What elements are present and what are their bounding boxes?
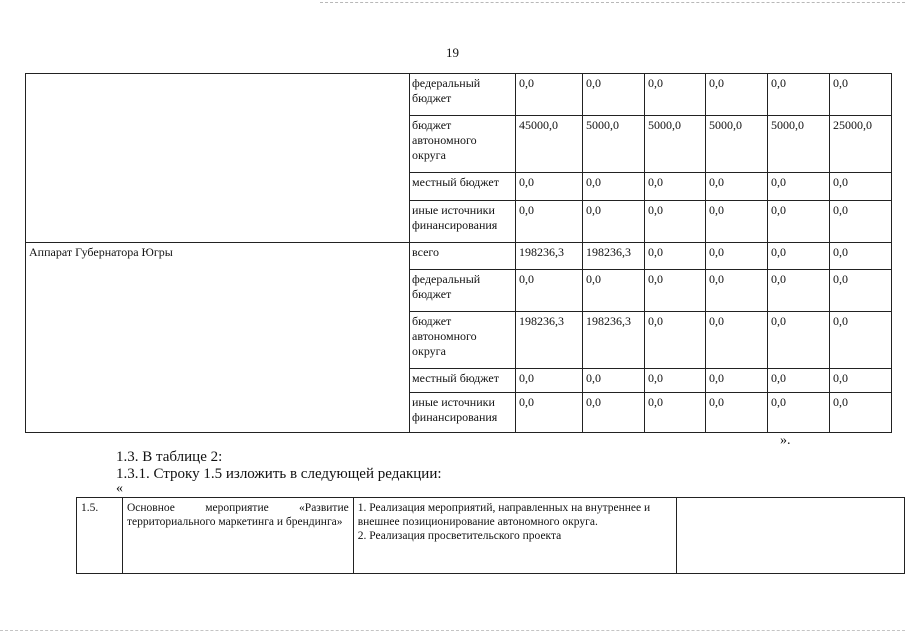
value-cell: 0,0 <box>645 369 706 393</box>
value-cell: 0,0 <box>706 243 768 270</box>
value-cell: 0,0 <box>706 393 768 433</box>
value-cell: 0,0 <box>830 270 892 312</box>
funding-source: всего <box>410 243 516 270</box>
funding-source: федеральный бюджет <box>410 270 516 312</box>
value-cell: 0,0 <box>768 393 830 433</box>
value-cell: 0,0 <box>516 173 583 201</box>
value-cell: 25000,0 <box>830 116 892 173</box>
value-cell: 5000,0 <box>768 116 830 173</box>
value-cell: 5000,0 <box>706 116 768 173</box>
value-cell: 0,0 <box>645 312 706 369</box>
table-row <box>26 74 892 116</box>
funding-source: иные источники финансирования <box>410 393 516 433</box>
value-cell: 0,0 <box>645 243 706 270</box>
list-item: 1. Реализация мероприятий, направленных на внутреннее и внешнее позиционирование автономного округа. <box>357 502 651 528</box>
value-cell: 0,0 <box>645 270 706 312</box>
value-cell: 0,0 <box>516 393 583 433</box>
scan-artifact-bottom <box>0 630 905 631</box>
table-2-row <box>76 497 905 574</box>
table-row <box>77 498 905 574</box>
scan-artifact-top <box>320 2 905 3</box>
value-cell: 0,0 <box>768 74 830 116</box>
value-cell: 198236,3 <box>516 243 583 270</box>
value-cell: 0,0 <box>706 201 768 243</box>
funding-source: иные источники финансирования <box>410 201 516 243</box>
value-cell: 198236,3 <box>516 312 583 369</box>
value-cell: 0,0 <box>768 312 830 369</box>
value-cell: 0,0 <box>706 74 768 116</box>
value-cell: 0,0 <box>768 243 830 270</box>
value-cell: 0,0 <box>516 201 583 243</box>
value-cell: 0,0 <box>830 312 892 369</box>
value-cell: 0,0 <box>583 201 645 243</box>
page-number: 19 <box>446 45 459 60</box>
closing-quote: ». <box>780 433 791 448</box>
value-cell: 0,0 <box>830 243 892 270</box>
group-name-cell: Аппарат Губернатора Югры <box>26 243 410 433</box>
funding-source: бюджет автономного округа <box>410 312 516 369</box>
value-cell: 0,0 <box>645 173 706 201</box>
value-cell: 0,0 <box>830 74 892 116</box>
value-cell: 0,0 <box>830 201 892 243</box>
list-item: 2. Реализация просветительского проекта <box>357 530 562 542</box>
value-cell: 0,0 <box>583 270 645 312</box>
value-cell: 0,0 <box>645 201 706 243</box>
funding-source: бюджет автономного округа <box>410 116 516 173</box>
value-cell: 0,0 <box>706 270 768 312</box>
value-cell: 5000,0 <box>645 116 706 173</box>
value-cell: 0,0 <box>583 173 645 201</box>
opening-quote: « <box>116 481 123 496</box>
value-cell: 0,0 <box>768 173 830 201</box>
value-cell: 0,0 <box>583 74 645 116</box>
instruction-line-2: 1.3.1. Строку 1.5 изложить в следующей редакции: <box>116 466 442 482</box>
funding-source: местный бюджет <box>410 369 516 393</box>
value-cell: 45000,0 <box>516 116 583 173</box>
finance-table <box>25 73 892 433</box>
value-cell: 198236,3 <box>583 243 645 270</box>
value-cell: 0,0 <box>706 312 768 369</box>
value-cell: 0,0 <box>830 369 892 393</box>
group-name-cell <box>26 74 410 243</box>
table-row <box>26 243 892 270</box>
value-cell: 0,0 <box>516 369 583 393</box>
funding-source: местный бюджет <box>410 173 516 201</box>
activity-name: Основное мероприятие «Развитие территориального маркетинга и брендинга» <box>122 498 353 574</box>
instruction-line-1: 1.3. В таблице 2: <box>116 449 223 465</box>
activity-items <box>353 498 677 574</box>
value-cell: 5000,0 <box>583 116 645 173</box>
value-cell: 0,0 <box>583 393 645 433</box>
value-cell: 198236,3 <box>583 312 645 369</box>
value-cell: 0,0 <box>516 74 583 116</box>
value-cell: 0,0 <box>583 369 645 393</box>
value-cell: 0,0 <box>706 173 768 201</box>
funding-source: федеральный бюджет <box>410 74 516 116</box>
value-cell: 0,0 <box>830 173 892 201</box>
value-cell: 0,0 <box>768 201 830 243</box>
value-cell: 0,0 <box>706 369 768 393</box>
row-number: 1.5. <box>77 498 123 574</box>
value-cell: 0,0 <box>768 270 830 312</box>
extra-cell <box>677 498 905 574</box>
value-cell: 0,0 <box>645 74 706 116</box>
value-cell: 0,0 <box>516 270 583 312</box>
value-cell: 0,0 <box>645 393 706 433</box>
value-cell: 0,0 <box>830 393 892 433</box>
value-cell: 0,0 <box>768 369 830 393</box>
